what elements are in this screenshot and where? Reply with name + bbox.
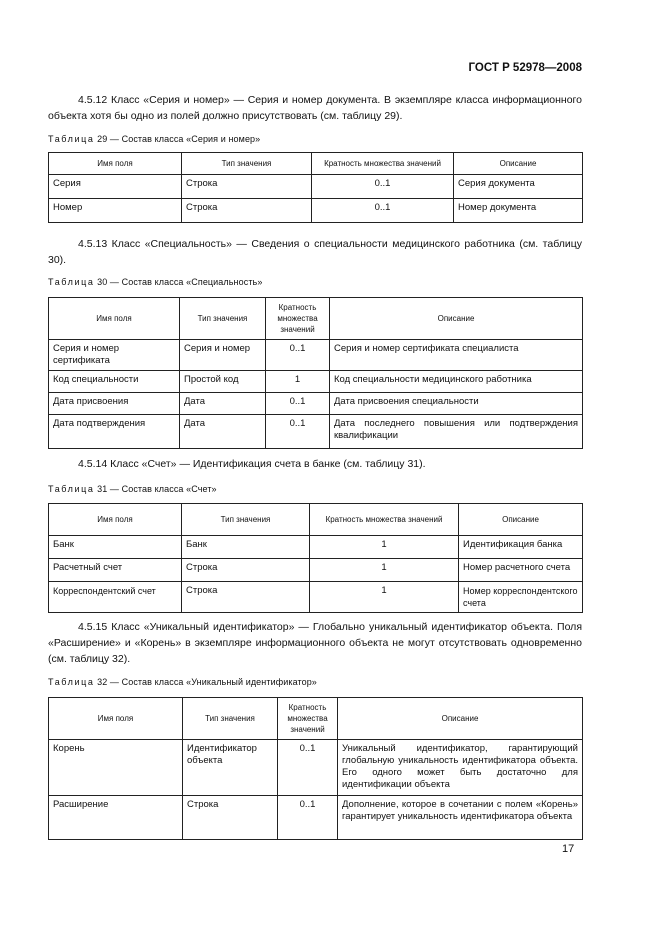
table-caption-prefix: Таблица <box>48 134 95 144</box>
table-row <box>49 393 583 415</box>
cell-multiplicity: 0..1 <box>266 340 330 371</box>
cell-multiplicity: 0..1 <box>266 393 330 415</box>
table-caption-text: 32 — Состав класса «Уникальный идентификатор» <box>97 677 317 687</box>
column-header: Имя поля <box>49 298 180 340</box>
cell-multiplicity: 1 <box>310 582 459 613</box>
cell-value-type: Серия и номер <box>180 340 266 371</box>
cell-field-name: Корень <box>49 740 183 796</box>
cell-field-name: Дата подтверждения <box>49 415 180 449</box>
cell-value-type: Строка <box>183 796 278 840</box>
cell-description: Номер документа <box>454 199 583 223</box>
cell-field-name: Расчетный счет <box>49 559 182 582</box>
cell-value-type: Дата <box>180 393 266 415</box>
cell-multiplicity: 1 <box>310 536 459 559</box>
column-header: Тип значения <box>182 153 312 175</box>
table-32-caption <box>48 677 317 687</box>
cell-value-type: Дата <box>180 415 266 449</box>
cell-field-name: Серия <box>49 175 182 199</box>
column-header: Кратность множества значений <box>278 698 338 740</box>
cell-value-type: Строка <box>182 582 310 613</box>
page-number: 17 <box>562 843 575 855</box>
cell-description: Идентификация банка <box>459 536 583 559</box>
cell-multiplicity: 1 <box>266 371 330 393</box>
table-row <box>49 340 583 371</box>
column-header: Кратность множества значений <box>310 504 459 536</box>
table-30 <box>48 297 583 449</box>
cell-field-name: Дата присвоения <box>49 393 180 415</box>
table-row <box>49 199 583 223</box>
cell-description: Серия документа <box>454 175 583 199</box>
cell-field-name: Корреспондентский счет <box>49 582 182 613</box>
cell-value-type: Идентификатор объекта <box>183 740 278 796</box>
section-4-5-13-text: 4.5.13 Класс «Специальность» — Сведения о специальности медицинского работника (см. таблицу 30). <box>48 238 582 266</box>
column-header: Описание <box>330 298 583 340</box>
cell-field-name: Расширение <box>49 796 183 840</box>
column-header: Имя поля <box>49 153 182 175</box>
document-code: ГОСТ Р 52978—2008 <box>468 62 582 74</box>
cell-description: Номер расчетного счета <box>459 559 583 582</box>
column-header: Тип значения <box>180 298 266 340</box>
cell-field-name: Код специальности <box>49 371 180 393</box>
column-header: Тип значения <box>182 504 310 536</box>
cell-description: Код специальности медицинского работника <box>330 371 583 393</box>
cell-multiplicity: 0..1 <box>278 796 338 840</box>
cell-value-type: Простой код <box>180 371 266 393</box>
table-29-caption <box>48 134 260 144</box>
table-caption-prefix: Таблица <box>48 277 95 287</box>
table-row <box>49 740 583 796</box>
column-header: Тип значения <box>183 698 278 740</box>
cell-value-type: Строка <box>182 175 312 199</box>
column-header: Описание <box>459 504 583 536</box>
cell-description: Уникальный идентификатор, гарантирующий глобальную уникальность идентификатора объекта. Его одного может быть достаточно для идентификации объекта <box>338 740 583 796</box>
column-header: Кратность множества значений <box>266 298 330 340</box>
section-4-5-14-text: 4.5.14 Класс «Счет» — Идентификация счета в банке (см. таблицу 31). <box>78 458 426 470</box>
table-31-caption <box>48 484 217 494</box>
table-row <box>49 559 583 582</box>
cell-multiplicity: 1 <box>310 559 459 582</box>
column-header: Имя поля <box>49 698 183 740</box>
cell-multiplicity: 0..1 <box>278 740 338 796</box>
cell-description: Номер корреспондентского счета <box>459 582 583 613</box>
table-row <box>49 371 583 393</box>
table-row <box>49 796 583 840</box>
cell-value-type: Строка <box>182 199 312 223</box>
table-caption-prefix: Таблица <box>48 484 95 494</box>
section-4-5-15-text: 4.5.15 Класс «Уникальный идентификатор» — Глобально уникальный идентификатор объекта. Поля «Расширение» и «Корень» в экземпляре информационного объекта не могут отсутствовать одновременно (см. таблицу 32). <box>48 621 582 665</box>
section-4-5-12-text: 4.5.12 Класс «Серия и номер» — Серия и номер документа. В экземпляре класса информационного объекта хотя бы одно из полей должно присутствовать (см. таблицу 29). <box>48 94 582 122</box>
table-31 <box>48 503 583 613</box>
column-header: Имя поля <box>49 504 182 536</box>
table-29 <box>48 152 583 223</box>
column-header: Описание <box>454 153 583 175</box>
column-header: Кратность множества значений <box>312 153 454 175</box>
table-32 <box>48 697 583 840</box>
cell-field-name: Серия и номер сертификата <box>49 340 180 371</box>
table-30-caption <box>48 277 262 287</box>
cell-multiplicity: 0..1 <box>266 415 330 449</box>
table-caption-text: 29 — Состав класса «Серия и номер» <box>97 134 261 144</box>
table-row <box>49 415 583 449</box>
cell-value-type: Банк <box>182 536 310 559</box>
cell-multiplicity: 0..1 <box>312 175 454 199</box>
cell-multiplicity: 0..1 <box>312 199 454 223</box>
column-header: Описание <box>338 698 583 740</box>
cell-description: Дополнение, которое в сочетании с полем «Корень» гарантирует уникальность идентификатора объекта <box>338 796 583 840</box>
table-row <box>49 536 583 559</box>
table-row <box>49 582 583 613</box>
cell-description: Серия и номер сертификата специалиста <box>330 340 583 371</box>
table-caption-text: 31 — Состав класса «Счет» <box>97 484 217 494</box>
cell-value-type: Строка <box>182 559 310 582</box>
cell-description: Дата присвоения специальности <box>330 393 583 415</box>
cell-field-name: Банк <box>49 536 182 559</box>
table-row <box>49 175 583 199</box>
cell-description: Дата последнего повышения или подтверждения квалификации <box>330 415 583 449</box>
table-caption-text: 30 — Состав класса «Специальность» <box>97 277 263 287</box>
table-caption-prefix: Таблица <box>48 677 95 687</box>
cell-field-name: Номер <box>49 199 182 223</box>
